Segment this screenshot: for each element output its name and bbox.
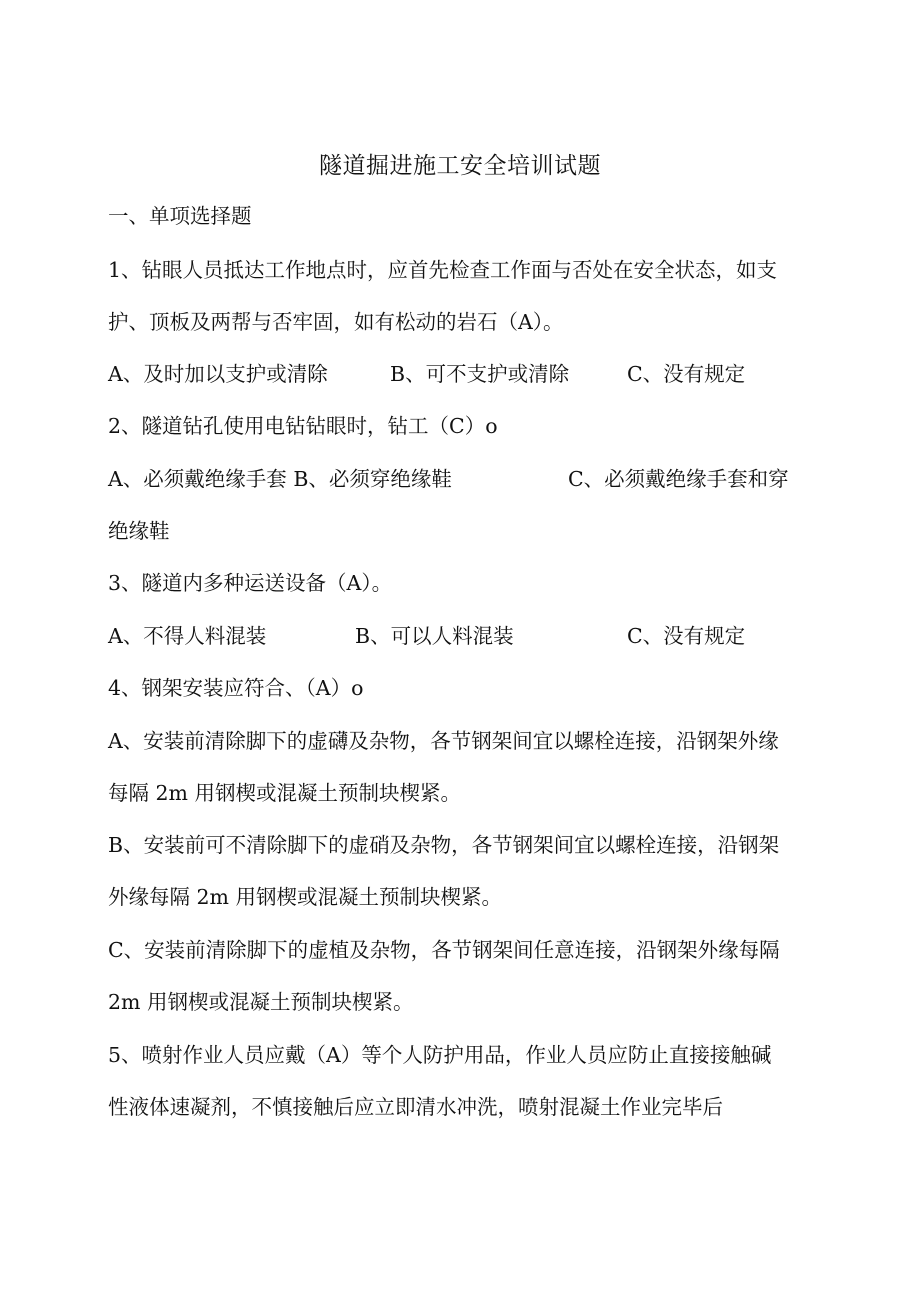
question-1-line-2: 护、顶板及两帮与否牢固，如有松动的岩石（A）。: [108, 310, 564, 334]
question-1-line-1: 1、钻眼人员抵达工作地点时，应首先检查工作面与否处在安全状态，如支: [108, 258, 778, 282]
question-2-option-c-wrap: 绝缘鞋: [108, 519, 170, 543]
question-2-line-1: 2、隧道钻孔使用电钻钻眼时，钻工（C）o: [108, 414, 498, 438]
question-3-option-c: C、没有规定: [627, 624, 746, 648]
document-title: 隧道掘进施工安全培训试题: [319, 153, 601, 179]
question-3-option-b: B、可以人料混装: [355, 624, 514, 648]
question-1-options: [108, 359, 818, 389]
question-1-option-c: C、没有规定: [627, 362, 746, 386]
section-heading: 一、单项选择题: [108, 204, 252, 228]
question-2-option-ab: A、必须戴绝缘手套 B、必须穿绝缘鞋: [108, 467, 452, 491]
question-4-option-c-line-1: C、安装前清除脚下的虚植及杂物，各节钢架间任意连接，沿钢架外缘每隔: [108, 938, 780, 962]
question-1-option-b: B、可不支护或清除: [390, 362, 570, 386]
question-5-line-2: 性液体速凝剂，不慎接触后应立即清水冲洗，喷射混凝土作业完毕后: [108, 1095, 723, 1119]
question-4-option-b-line-2: 外缘每隔 2m 用钢楔或混凝土预制块楔紧。: [108, 885, 503, 909]
question-2-options: [108, 464, 818, 494]
question-4-option-a-line-2: 每隔 2m 用钢楔或混凝土预制块楔紧。: [108, 781, 462, 805]
question-4-option-b-line-1: B、安装前可不清除脚下的虚硝及杂物，各节钢架间宜以螺栓连接，沿钢架: [108, 833, 780, 857]
question-3-line-1: 3、隧道内多种运送设备（A）。: [108, 571, 393, 595]
question-3-options: [108, 621, 818, 651]
question-3-option-a: A、不得人料混装: [108, 624, 267, 648]
question-4-option-c-line-2: 2m 用钢楔或混凝土预制块楔紧。: [108, 990, 414, 1014]
question-4-line-1: 4、钢架安装应符合、（A）o: [108, 676, 364, 700]
question-1-option-a: A、及时加以支护或清除: [108, 362, 328, 386]
question-4-option-a-line-1: A、安装前清除脚下的虚礴及杂物，各节钢架间宜以螺栓连接，沿钢架外缘: [108, 729, 779, 753]
question-5-line-1: 5、喷射作业人员应戴（A）等个人防护用品，作业人员应防止直接接触碱: [108, 1043, 772, 1067]
question-2-option-c: C、必须戴绝缘手套和穿: [568, 467, 789, 491]
